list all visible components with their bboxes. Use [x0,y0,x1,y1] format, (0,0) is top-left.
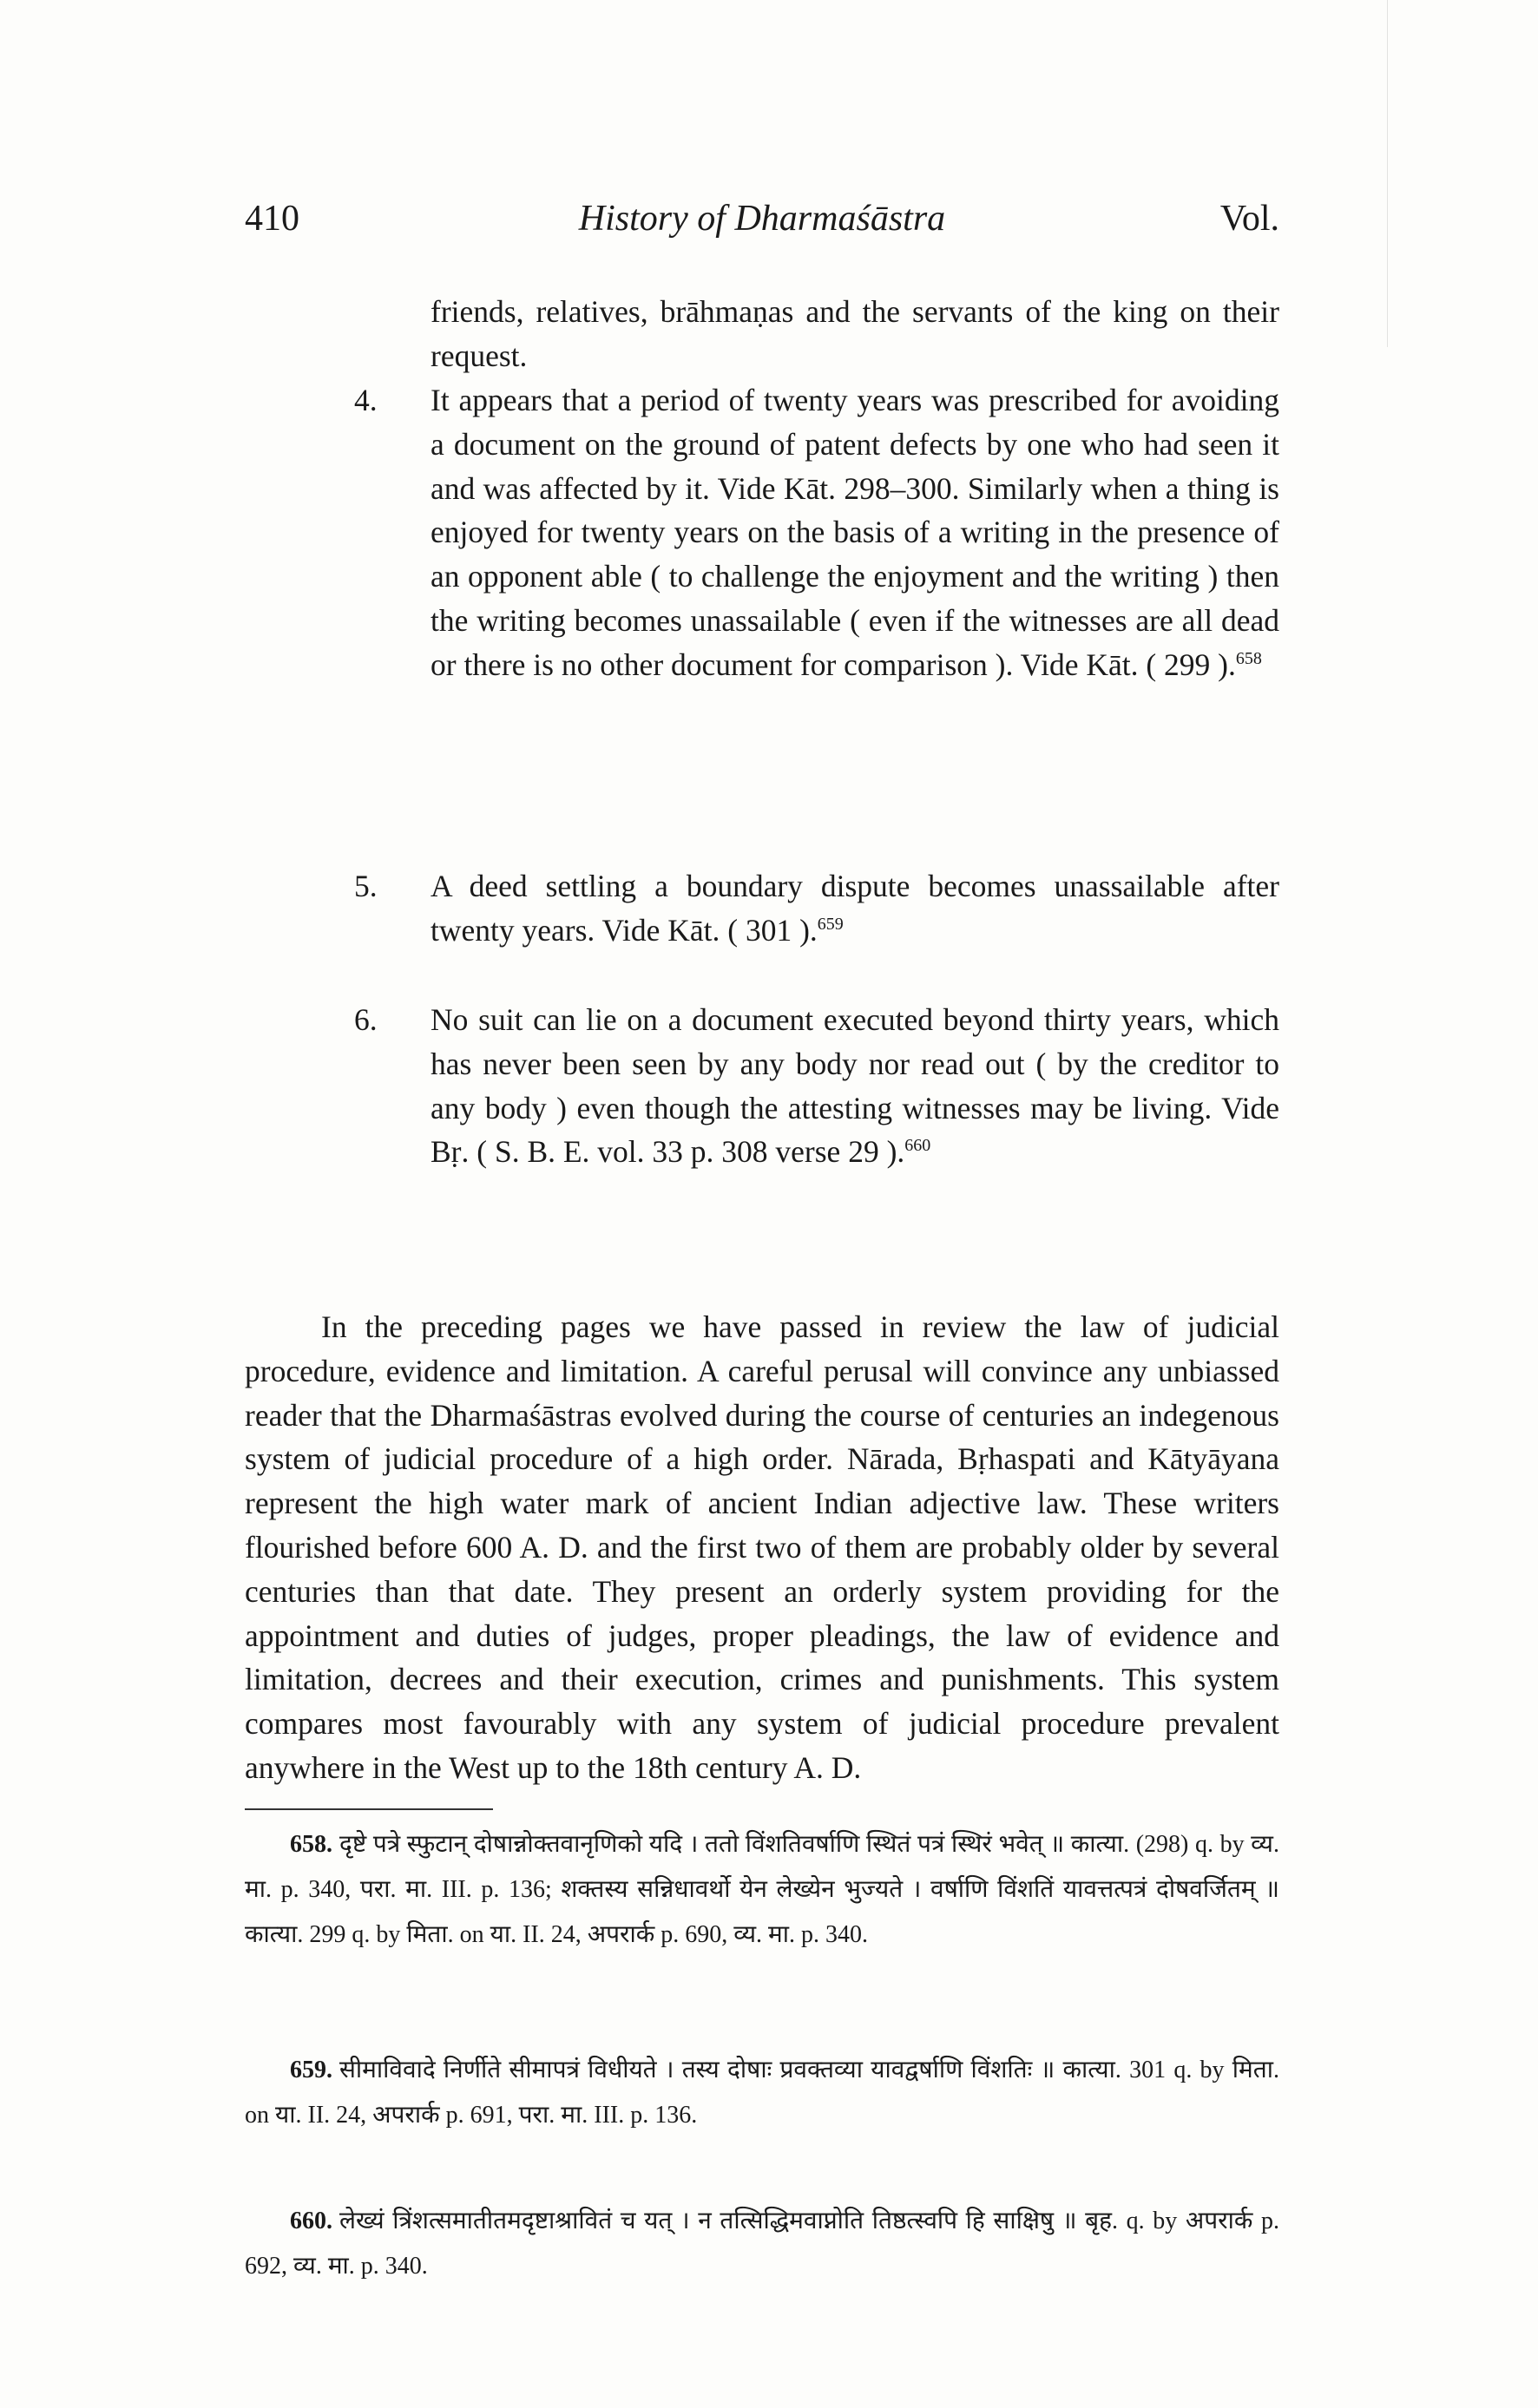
footnote-number: 659. [290,2057,332,2083]
footnote [245,2048,1279,2138]
list-item [354,998,1279,1174]
page-number: 410 [245,199,299,239]
main-paragraph: In the preceding pages we have passed in review the law of judicial procedure, evidence and limitation. A careful perusal will convince any unbiassed reader that the Dharmaśāstras evolved during the course of centuries an indegenous system of judicial procedure of a high order. Nārada, Bṛhaspati and Kātyāyana represent the high water mark of ancient Indian adjective law. These writers flourished before 600 A. D. and the first two of them are probably older by several centuries than that date. They present an orderly system providing for the appointment and duties of judges, proper pleadings, the law of evidence and limitation, decrees and their execution, crimes and punishments. This system compares most favourably with any system of judicial procedure prevalent anywhere in the West up to the 18th century A. D. [245,1309,1279,1785]
footnote-number: 658. [290,1831,332,1858]
scan-artifact-line [1387,0,1388,347]
list-item-text: It appears that a period of twenty years was prescribed for avoiding a document on the ground of patent defects by one who had seen it and was affected by it. Vide Kāt. 298–300. Similarly when a thing is enjoyed for twenty years on the basis of a writing in the presence of an opponent able ( to challenge the enjoyment and the writing ) then the writing becomes unassailable ( even if the witnesses are all dead or there is no other document for comparison ). Vide Kāt. ( 299 ). [431,383,1279,682]
footnote-text: दृष्टे पत्रे स्फुटान् दोषान्नोक्तवानृणिको यदि । ततो विंशतिवर्षाणि स्थितं पत्रं स्थिरं भवेत् ॥ कात्या. (298) q. by व्य. मा. p. 340, परा. मा. III. p. 136; शक्तस्य सन्निधावर्थो येन लेख्येन भुज्यते । वर्षाणि विंशतिं यावत्तत्पत्रं दोषवर्जितम् ॥ कात्या. 299 q. by मिता. on या. II. 24, अपरार्क p. 690, व्य. मा. p. 340. [245,1831,1279,1948]
list-item-text: A deed settling a boundary dispute becomes unassailable after twenty years. Vide Kāt. ( 301 ). [431,869,1279,948]
list-item-text: No suit can lie on a document executed beyond thirty years, which has never been seen by any body nor read out ( by the creditor to any body ) even though the attesting witnesses may be living. Vide Bṛ. ( S. B. E. vol. 33 p. 308 verse 29 ). [431,1002,1279,1170]
footnote-ref: 660 [904,1136,931,1156]
list-item [354,378,1279,687]
footnote-number: 660. [290,2208,332,2234]
running-title: History of Dharmaśāstra [578,199,946,239]
volume-label: Vol. [1219,199,1279,239]
footnote-rule [245,1808,493,1810]
list-item-number: 4. [354,383,378,417]
list-item-number: 6. [354,1002,378,1037]
list-item [354,864,1279,953]
footnote-ref: 658 [1235,648,1262,668]
footnote-text: सीमाविवादे निर्णीते सीमापत्रं विधीयते । तस्य दोषाः प्रवक्तव्या यावद्वर्षाणि विंशतिः ॥ कात्या. 301 q. by मिता. on या. II. 24, अपरार्क p. 691, परा. मा. III. p. 136. [245,2057,1279,2129]
list-item-number: 5. [354,869,378,903]
footnote [245,2199,1279,2289]
footnote-text: लेख्यं त्रिंशत्समातीतमदृष्टाश्रावितं च यत् । न तत्सिद्धिमवाप्नोति तिष्ठत्स्वपि हि साक्षिषु ॥ बृह. q. by अपरार्क p. 692, व्य. मा. p. 340. [245,2208,1279,2280]
footnote-ref: 659 [817,914,844,934]
continued-text: friends, relatives, brāhmaṇas and the servants of the king on their request. [431,294,1279,373]
running-header [245,198,1279,250]
footnote [245,1822,1279,1958]
